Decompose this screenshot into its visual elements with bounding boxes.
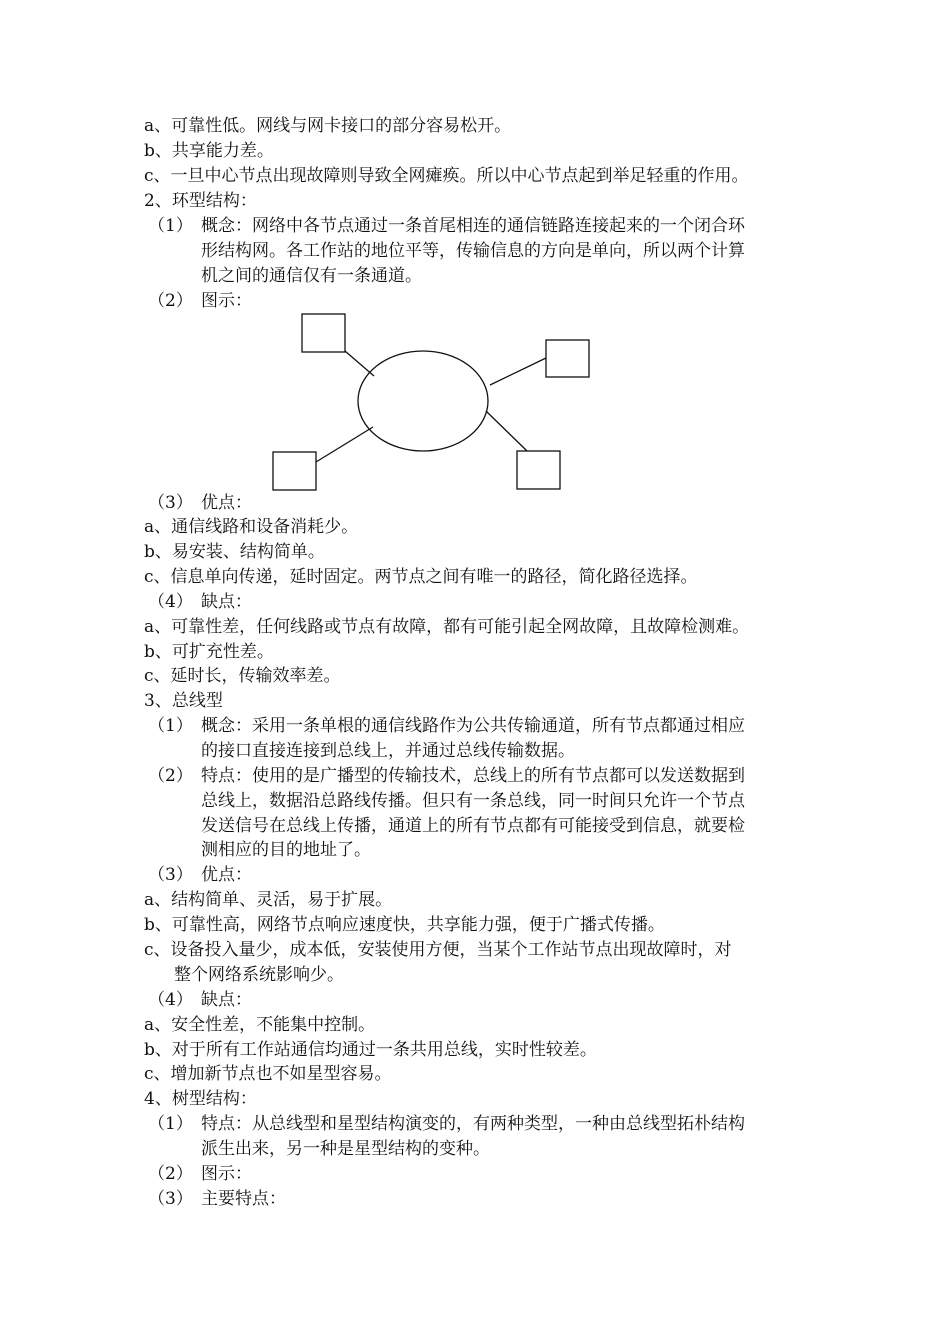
- pros-label-text: 优点：: [201, 865, 252, 885]
- star-con-b: b、共享能力差。: [144, 141, 274, 161]
- bus-feature-line-4: 测相应的目的地址了。: [201, 840, 371, 860]
- ring-pros-label: [148, 491, 252, 515]
- bus-con-b: b、对于所有工作站通信均通过一条共用总线，实时性较差。: [144, 1040, 597, 1060]
- item-number: （4）: [148, 990, 193, 1010]
- bus-concept-line-2: 的接口直接连接到总线上，并通过总线传输数据。: [201, 741, 575, 761]
- bus-pro-c-line-2: 整个网络系统影响少。: [174, 965, 344, 985]
- item-number: （1）: [148, 1114, 193, 1134]
- bus-concept-line-1: [148, 714, 745, 738]
- tree-feature-text: 特点：从总线型和星型结构演变的，有两种类型，一种由总线型拓朴结构: [201, 1114, 745, 1134]
- ring-con-a: a、可靠性差，任何线路或节点有故障，都有可能引起全网故障，且故障检测难。: [144, 617, 750, 637]
- item-number: （3）: [148, 493, 193, 513]
- ring-node-bottom-right: [517, 451, 560, 489]
- item-number: （3）: [148, 865, 193, 885]
- item-number: （2）: [148, 291, 193, 311]
- bus-con-a: a、安全性差，不能集中控制。: [144, 1015, 376, 1035]
- bus-pro-c-line-1: c、设备投入量少，成本低，安装使用方便，当某个工作站节点出现故障时，对: [144, 940, 732, 960]
- ring-con-c: c、延时长，传输效率差。: [144, 666, 341, 686]
- main-features-label-text: 主要特点：: [201, 1189, 286, 1209]
- item-number: （1）: [148, 216, 193, 236]
- item-number: （2）: [148, 1164, 193, 1184]
- ring-pro-a: a、通信线路和设备消耗少。: [144, 517, 359, 537]
- bus-feature-text: 特点：使用的是广播型的传输技术，总线上的所有节点都可以发送数据到: [201, 766, 745, 786]
- ring-concept-line-2: 形结构网。各工作站的地位平等，传输信息的方向是单向，所以两个计算: [201, 241, 745, 261]
- tree-feature-line-1: [148, 1112, 745, 1136]
- tree-figure-label: [148, 1162, 252, 1186]
- figure-label-text: 图示：: [201, 291, 252, 311]
- bus-heading: 3、总线型: [144, 691, 223, 711]
- ring-link-top-right: [490, 358, 546, 385]
- ring-node-bottom-left: [273, 452, 316, 490]
- tree-feature-line-2: 派生出来，另一种是星型结构的变种。: [201, 1139, 490, 1159]
- bus-feature-line-1: [148, 764, 745, 788]
- star-con-a: a、可靠性低。网线与网卡接口的部分容易松开。: [144, 116, 512, 136]
- item-number: （3）: [148, 1189, 193, 1209]
- ring-link-top-left: [345, 351, 374, 376]
- ring-pro-c: c、信息单向传递，延时固定。两节点之间有唯一的路径，简化路径选择。: [144, 567, 698, 587]
- ring-cons-label: [148, 590, 252, 614]
- bus-pro-b: b、可靠性高，网络节点响应速度快，共享能力强，便于广播式传播。: [144, 915, 665, 935]
- ring-pro-b: b、易安装、结构简单。: [144, 542, 325, 562]
- bus-pros-label: [148, 863, 252, 887]
- ring-ellipse: [358, 351, 488, 451]
- bus-feature-line-2: 总线上，数据沿总路线传播。但只有一条总线，同一时间只允许一个节点: [201, 791, 745, 811]
- figure-label-text: 图示：: [201, 1164, 252, 1184]
- ring-con-b: b、可扩充性差。: [144, 642, 274, 662]
- ring-concept-text: 概念：网络中各节点通过一条首尾相连的通信链路连接起来的一个闭合环: [201, 216, 745, 236]
- cons-label-text: 缺点：: [201, 990, 252, 1010]
- ring-link-bottom-left: [316, 427, 373, 462]
- item-number: （4）: [148, 592, 193, 612]
- bus-pro-a: a、结构简单、灵活，易于扩展。: [144, 890, 393, 910]
- bus-cons-label: [148, 988, 252, 1012]
- star-con-c: c、一旦中心节点出现故障则导致全网瘫痪。所以中心节点起到举足轻重的作用。: [144, 166, 749, 186]
- tree-main-features-label: [148, 1187, 286, 1211]
- pros-label-text: 优点：: [201, 493, 252, 513]
- ring-heading: 2、环型结构：: [144, 191, 257, 211]
- ring-concept-line-3: 机之间的通信仅有一条通道。: [201, 266, 422, 286]
- item-number: （2）: [148, 766, 193, 786]
- bus-feature-line-3: 发送信号在总线上传播，通道上的所有节点都有可能接受到信息，就要检: [201, 816, 745, 836]
- ring-node-top-left: [302, 314, 345, 352]
- bus-con-c: c、增加新节点也不如星型容易。: [144, 1064, 392, 1084]
- tree-heading: 4、树型结构：: [144, 1089, 257, 1109]
- bus-concept-text: 概念：采用一条单根的通信线路作为公共传输通道，所有节点都通过相应: [201, 716, 745, 736]
- item-number: （1）: [148, 716, 193, 736]
- cons-label-text: 缺点：: [201, 592, 252, 612]
- ring-link-bottom-right: [486, 411, 527, 451]
- ring-node-top-right: [546, 340, 589, 377]
